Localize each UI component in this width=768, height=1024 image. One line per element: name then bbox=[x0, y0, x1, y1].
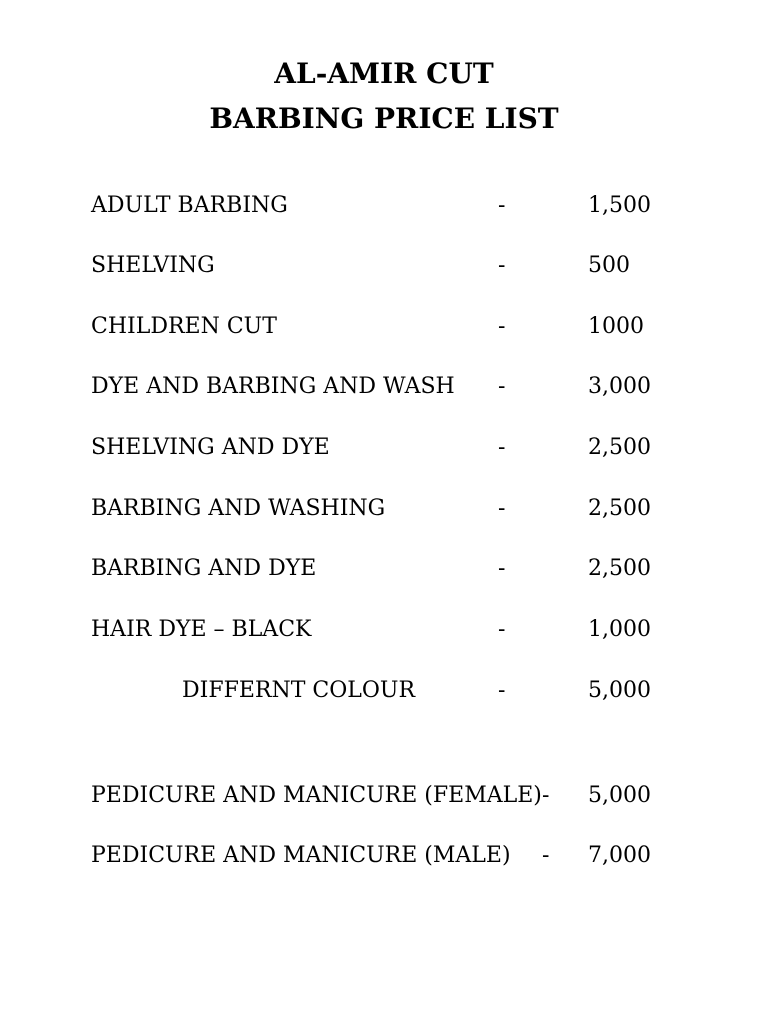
service-label: PEDICURE AND MANICURE (MALE) bbox=[91, 843, 511, 868]
price-row-adult-barbing bbox=[0, 191, 768, 221]
service-price: 5,000 bbox=[588, 783, 651, 808]
service-label: CHILDREN CUT bbox=[91, 314, 277, 339]
service-price: 2,500 bbox=[588, 556, 651, 581]
service-label: DYE AND BARBING AND WASH bbox=[91, 374, 455, 399]
separator-dash: - bbox=[542, 783, 550, 808]
separator-dash: - bbox=[498, 678, 506, 703]
separator-dash: - bbox=[498, 253, 506, 278]
price-row-dye-barbing-wash bbox=[0, 372, 768, 402]
price-row-children-cut bbox=[0, 312, 768, 342]
service-label: SHELVING AND DYE bbox=[91, 435, 330, 460]
service-label: HAIR DYE – BLACK bbox=[91, 617, 312, 642]
separator-dash: - bbox=[498, 374, 506, 399]
price-row-pedicure-manicure-male bbox=[0, 841, 768, 871]
separator-dash: - bbox=[498, 496, 506, 521]
price-row-different-colour bbox=[0, 676, 768, 706]
service-label: SHELVING bbox=[91, 253, 215, 278]
separator-dash: - bbox=[498, 314, 506, 339]
service-price: 2,500 bbox=[588, 496, 651, 521]
separator-dash: - bbox=[542, 843, 550, 868]
service-price: 500 bbox=[588, 253, 630, 278]
price-row-hair-dye-black bbox=[0, 615, 768, 645]
price-list-title: BARBING PRICE LIST bbox=[209, 102, 559, 135]
price-row-barbing-washing bbox=[0, 494, 768, 524]
service-price: 1,000 bbox=[588, 617, 651, 642]
separator-dash: - bbox=[498, 617, 506, 642]
service-price: 7,000 bbox=[588, 843, 651, 868]
service-price: 1,500 bbox=[588, 193, 651, 218]
price-row-shelving-dye bbox=[0, 433, 768, 463]
service-label: PEDICURE AND MANICURE (FEMALE) bbox=[91, 783, 542, 808]
price-row-pedicure-manicure-female bbox=[0, 781, 768, 811]
service-price: 1000 bbox=[588, 314, 644, 339]
service-label: DIFFERNT COLOUR bbox=[182, 678, 416, 703]
separator-dash: - bbox=[498, 435, 506, 460]
separator-dash: - bbox=[498, 193, 506, 218]
service-price: 2,500 bbox=[588, 435, 651, 460]
price-row-shelving bbox=[0, 251, 768, 281]
service-price: 3,000 bbox=[588, 374, 651, 399]
price-row-barbing-dye bbox=[0, 554, 768, 584]
shop-name-title: AL-AMIR CUT bbox=[274, 57, 494, 90]
service-label: ADULT BARBING bbox=[91, 193, 288, 218]
service-price: 5,000 bbox=[588, 678, 651, 703]
service-label: BARBING AND DYE bbox=[91, 556, 317, 581]
separator-dash: - bbox=[498, 556, 506, 581]
service-label: BARBING AND WASHING bbox=[91, 496, 386, 521]
